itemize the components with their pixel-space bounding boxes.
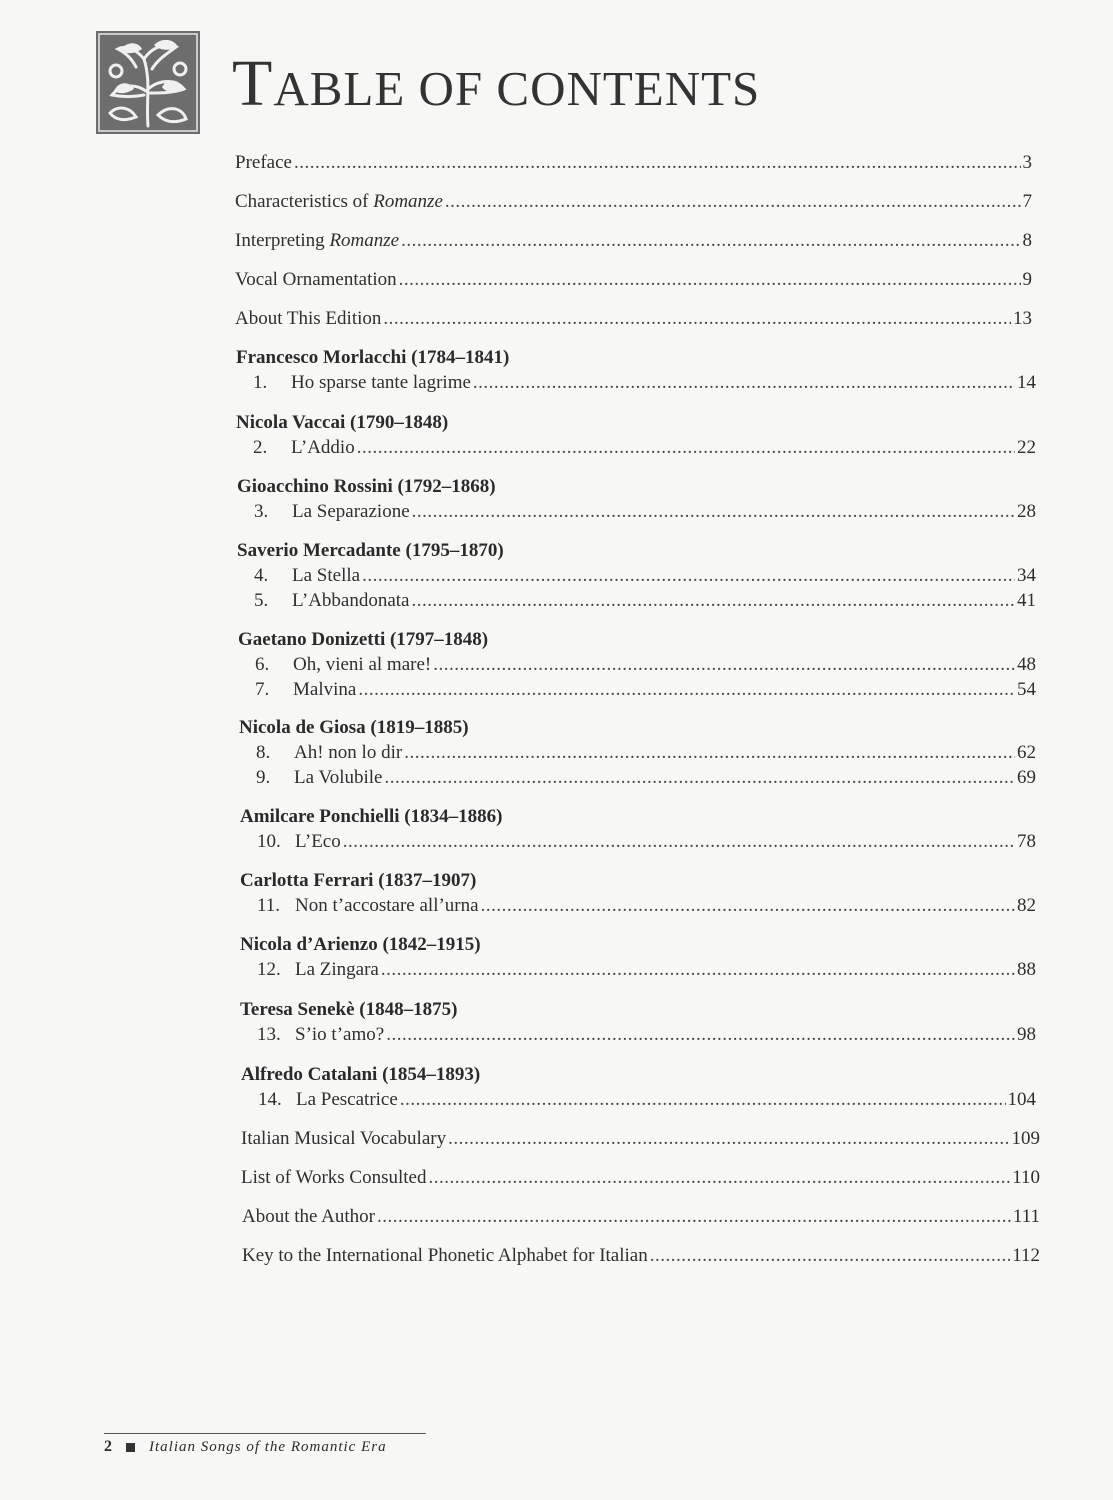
toc-entry [242,1206,1040,1232]
dot-leader [385,767,1016,789]
entry-title: About the Author [242,1206,375,1227]
entry-page-number: 69 [1017,767,1036,788]
dot-leader [358,679,1015,701]
entry-title: La Zingara [295,959,379,980]
page-number: 2 [104,1438,112,1455]
composer-heading: Alfredo Catalani (1854–1893) [241,1064,481,1085]
entry-title: L’Eco [295,831,341,852]
song-number: 6. [255,654,270,675]
composer-heading: Nicola de Giosa (1819–1885) [239,717,469,738]
dot-leader [343,831,1015,853]
toc-entry [235,152,1032,178]
composer-heading: Nicola Vaccai (1790–1848) [236,412,449,433]
entry-title: About This Edition [235,308,382,329]
entry-page-number: 110 [1012,1167,1040,1188]
toc-entry [257,895,1036,921]
composer-heading: Gioacchino Rossini (1792–1868) [237,476,496,497]
entry-title: List of Works Consulted [241,1167,427,1188]
entry-page-number: 9 [1022,269,1032,290]
toc-entry [254,565,1036,591]
entry-title: Ho sparse tante lagrime [291,372,471,393]
entry-page-number: 82 [1017,895,1036,916]
toc-entry [235,269,1032,295]
entry-page-number: 34 [1017,565,1036,586]
toc-entry [253,372,1036,398]
song-number: 12. [257,959,281,980]
entry-title: Preface [235,152,292,173]
song-number: 3. [254,501,269,522]
song-number: 10. [257,831,281,852]
page-footer [104,1438,387,1456]
entry-page-number: 54 [1017,679,1036,700]
toc-entry [242,1245,1040,1271]
song-number: 5. [254,590,269,611]
entry-title-italic: Romanze [373,191,443,212]
page-title: TABLE OF CONTENTS [232,47,761,120]
composer-heading: Nicola d’Arienzo (1842–1915) [240,934,481,955]
song-number: 13. [257,1024,281,1045]
composer-heading: Gaetano Donizetti (1797–1848) [238,629,489,650]
composer-heading: Saverio Mercadante (1795–1870) [237,540,504,561]
entry-page-number: 98 [1017,1024,1036,1045]
toc-entry [254,501,1036,527]
toc-entry [255,654,1036,680]
composer-heading: Teresa Senekè (1848–1875) [240,999,458,1020]
toc-entry [257,959,1036,985]
entry-title: Vocal Ornamentation [235,269,397,290]
entry-title: Characteristics of Romanze [235,191,443,212]
composer-heading: Amilcare Ponchielli (1834–1886) [240,806,503,827]
dot-leader [357,437,1015,459]
entry-page-number: 112 [1012,1245,1040,1266]
book-title: Italian Songs of the Romantic Era [149,1438,387,1455]
entry-title: Non t’accostare all’urna [295,895,479,916]
entry-page-number: 7 [1022,191,1032,212]
dot-leader [412,590,1016,612]
entry-title: Key to the International Phonetic Alphabet for Italian [242,1245,648,1266]
toc-entry [235,230,1032,256]
entry-page-number: 109 [1011,1128,1040,1149]
dot-leader [650,1245,1010,1267]
song-number: 7. [255,679,270,700]
entry-page-number: 104 [1007,1089,1036,1110]
toc-entry [256,767,1036,793]
toc-entry [253,437,1036,463]
composer-heading: Francesco Morlacchi (1784–1841) [236,347,510,368]
dot-leader [377,1206,1011,1228]
dot-leader [294,152,1021,174]
entry-title: La Stella [292,565,361,586]
dot-leader [381,959,1015,981]
entry-title-italic: Romanze [329,230,400,251]
dot-leader [433,654,1015,676]
toc-entry [241,1128,1040,1154]
entry-title: La Pescatrice [296,1089,398,1110]
entry-title: La Volubile [294,767,383,788]
dot-leader [383,308,1011,330]
entry-title: Ah! non lo dir [294,742,403,763]
toc-entry [235,308,1032,334]
entry-page-number: 28 [1017,501,1036,522]
entry-title: L’Abbandonata [292,590,410,611]
toc-entry [254,590,1036,616]
entry-title: Interpreting Romanze [235,230,400,251]
song-number: 4. [254,565,269,586]
toc-entry [257,1024,1036,1050]
dot-leader [412,501,1015,523]
entry-page-number: 3 [1022,152,1032,173]
dot-leader [386,1024,1015,1046]
entry-title: La Separazione [292,501,410,522]
dot-leader [473,372,1015,394]
entry-page-number: 62 [1017,742,1036,763]
song-number: 8. [256,742,271,763]
entry-page-number: 48 [1017,654,1036,675]
entry-page-number: 88 [1017,959,1036,980]
song-number: 11. [257,895,281,916]
toc-entry [255,679,1036,705]
entry-page-number: 13 [1013,308,1032,329]
entry-page-number: 78 [1017,831,1036,852]
toc-entry [235,191,1032,217]
entry-page-number: 14 [1017,372,1036,393]
entry-page-number: 22 [1017,437,1036,458]
dot-leader [404,742,1015,764]
dot-leader [428,1167,1010,1189]
entry-title: S’io t’amo? [295,1024,385,1045]
entry-title: Malvina [293,679,357,700]
footer-rule [104,1433,426,1434]
song-number: 14. [258,1089,282,1110]
dot-leader [448,1128,1009,1150]
entry-title: Italian Musical Vocabulary [241,1128,447,1149]
dot-leader [362,565,1015,587]
composer-heading: Carlotta Ferrari (1837–1907) [240,870,477,891]
dot-leader [445,191,1021,213]
entry-page-number: 8 [1022,230,1032,251]
entry-page-number: 41 [1017,590,1036,611]
entry-title: L’Addio [291,437,355,458]
square-bullet-icon [126,1443,135,1452]
dot-leader [400,1089,1006,1111]
entry-page-number: 111 [1012,1206,1040,1227]
dot-leader [481,895,1015,917]
song-number: 2. [253,437,268,458]
toc-entry [256,742,1036,768]
dot-leader [399,269,1021,291]
toc-entry [257,831,1036,857]
toc-entry [258,1089,1036,1115]
toc-entry [241,1167,1040,1193]
dot-leader [401,230,1020,252]
song-number: 1. [253,372,268,393]
entry-title: Oh, vieni al mare! [293,654,432,675]
song-number: 9. [256,767,271,788]
